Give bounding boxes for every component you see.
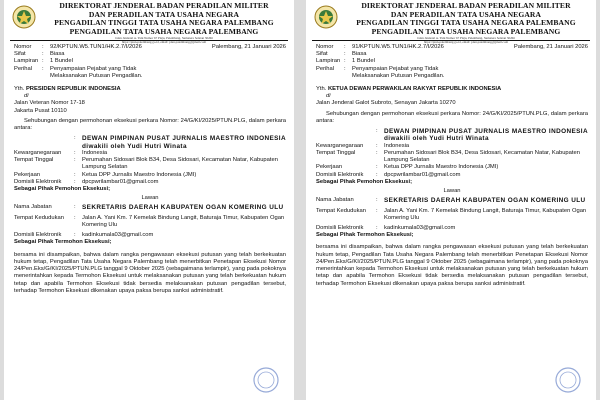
- intro-paragraph: Sehubungan dengan permohonan eksekusi perkara Nomor: 24/G/KI/2025/PTUN.PLG, dalam perkara antara:: [316, 110, 588, 124]
- nomor-label: Nomor: [316, 44, 334, 50]
- colon: :: [376, 150, 378, 157]
- colon: :: [74, 150, 76, 157]
- tempat-tinggal-value: Perumahan Sidosari Blok B34, Desa Sidosari, Kecamatan Natar, Kabupaten Lampung Selatan: [384, 150, 580, 164]
- tempat-tinggal-label: Tempat Tinggal: [14, 157, 54, 164]
- colon: :: [376, 225, 378, 232]
- perihal-value: Penyampaian Pejabat yang Tidak Melaksanakan Putusan Pengadilan.: [50, 65, 143, 79]
- termohon-role: Sebagai Pihak Termohon Eksekusi;: [14, 239, 112, 246]
- kewarganegaraan-value: Indonesia: [384, 142, 410, 149]
- letterhead-address: Jalan Jenderal A. Yani Nomor 67 Plaju, Palembang, Sumatera Selatan 30266: [115, 36, 213, 41]
- domisili-label: Domisili Elektronik: [14, 232, 62, 239]
- colon: :: [42, 65, 44, 72]
- colon: :: [74, 135, 76, 142]
- colon: :: [344, 58, 346, 65]
- colon: :: [376, 197, 378, 204]
- lawan-label: Lawan: [141, 195, 159, 202]
- letterhead-line-3: PENGADILAN TINGGI TATA USAHA NEGARA PALEMBANG: [54, 18, 274, 28]
- tempat-tinggal-value: Perumahan Sidosari Blok B34, Desa Sidosari, Kecamatan Natar, Kabupaten Lampung Selatan: [82, 157, 278, 171]
- lampiran-value: 1 Bundel: [50, 58, 73, 65]
- pemohon-role: Sebagai Pihak Pemohon Eksekusi;: [316, 178, 413, 185]
- letter-body: [316, 44, 588, 288]
- letterhead: [10, 0, 288, 45]
- closing-paragraph: bersama ini disampaikan, bahwa dalam rangka pengawasan eksekusi putusan yang telah berkekuatan hukum tetap, Pengadilan Tata Usaha Negara Palembang telah menerbitkan Penetapan Eksekusi Nomor 24/Pen.Eks/G/KI/2025/PTUN.PLG tanggal 9 Oktober 2025 (sebagaimana terlampir), yang pada pokoknya menerintahkan kepada Termohon Eksekusi untuk melaksanakan putusan yang telah berkekuatan hukum tetap dan apabila Termohon Eksekusi tidak bersedia melaksanakan putusan pengadilan tersebut, terhadap Termohon Eksekusi dikenakan upaya paksa berupa sanksi administratif.: [316, 244, 588, 287]
- kewarganegaraan-label: Kewarganegaraan: [14, 150, 62, 157]
- letter-page-left: [4, 0, 294, 400]
- termohon-name: SEKRETARIS DAERAH KABUPATEN OGAN KOMERING ULU: [82, 204, 284, 212]
- nama-jabatan-label: Nama Jabatan: [316, 197, 354, 204]
- tempat-kedudukan-label: Tempat Kedudukan: [316, 207, 366, 214]
- letterhead-line-4: PENGADILAN TATA USAHA NEGARA PALEMBANG: [69, 26, 259, 36]
- intro-paragraph: Sehubungan dengan permohonan eksekusi perkara Nomor: 24/G/KI/2025/PTUN.PLG, dalam perkara antara:: [14, 117, 286, 132]
- pekerjaan-value: Ketua DPP Jurnalis Maestro Indonesia (JMI): [82, 171, 197, 178]
- court-emblem-icon: [12, 5, 36, 29]
- lampiran-value: 1 Bundel: [352, 58, 375, 65]
- letterhead-line-2: DAN PERADILAN TATA USAHA NEGARA: [88, 9, 240, 19]
- domisili-label: Domisili Elektronik: [316, 225, 364, 232]
- letterhead-line-3: PENGADILAN TINGGI TATA USAHA NEGARA PALEMBANG: [356, 18, 576, 28]
- yth-label: Yth.: [14, 86, 25, 93]
- perihal-value: Penyampaian Pejabat yang Tidak Melaksanakan Putusan Pengadilan.: [352, 65, 445, 79]
- termohon-name: SEKRETARIS DAERAH KABUPATEN OGAN KOMERING ULU: [384, 197, 586, 205]
- letter-date: Palembang, 21 Januari 2026: [211, 44, 286, 50]
- lampiran-label: Lampiran: [316, 58, 341, 65]
- letterhead-contact: https://ptun-palembang.go.id, email: ptun.palembang@gmail.com: [423, 40, 509, 45]
- letterhead-contact: https://ptun-palembang.go.id, email: ptun.palembang@gmail.com: [121, 40, 207, 45]
- recipient-address-2: Jakarta Pusat 10110: [14, 107, 67, 114]
- colon: :: [376, 171, 378, 178]
- domisili-label: Domisili Elektronik: [316, 171, 364, 178]
- colon: :: [344, 51, 346, 58]
- tempat-kedudukan-value: Jalan A. Yani Km. 7 Kemelak Bindung Langit, Baturaja Timur, Kabupaten Ogan Komering Ulu: [384, 207, 587, 221]
- sifat-label: Sifat: [316, 51, 328, 58]
- colon: :: [74, 232, 76, 239]
- colon: :: [376, 142, 378, 149]
- perihal-label: Perihal: [316, 65, 335, 72]
- letter-date: Palembang, 21 Januari 2026: [513, 44, 588, 50]
- colon: :: [42, 44, 44, 50]
- lampiran-label: Lampiran: [14, 58, 39, 65]
- pemohon-name: DEWAN PIMPINAN PUSAT JURNALIS MAESTRO INDONESIA diwakili oleh Yudi Hutri Winata: [384, 128, 588, 143]
- colon: :: [42, 51, 44, 58]
- nama-jabatan-label: Nama Jabatan: [14, 204, 52, 211]
- letter-page-right: [306, 0, 596, 400]
- letter-body: [14, 44, 286, 295]
- tempat-tinggal-label: Tempat Tinggal: [316, 150, 356, 157]
- colon: :: [74, 214, 76, 221]
- domisili-pemohon: dpcpwrilambar01@gmail.com: [82, 178, 159, 185]
- letterhead-address: Jalan Jenderal A. Yani Nomor 67 Plaju, Palembang, Sumatera Selatan 30266: [417, 36, 515, 41]
- domisili-label: Domisili Elektronik: [14, 178, 62, 185]
- domisili-termohon: kadinkumala03@gmail.com: [384, 225, 456, 232]
- letter-number: 92/KPTUN.W5.TUN1/HK.2.7/I/2026: [50, 44, 142, 50]
- letterhead: [312, 0, 590, 45]
- kewarganegaraan-value: Indonesia: [82, 150, 108, 157]
- colon: :: [74, 157, 76, 164]
- court-emblem-icon: [314, 5, 338, 29]
- pekerjaan-label: Pekerjaan: [14, 171, 41, 178]
- pemohon-role: Sebagai Pihak Pemohon Eksekusi;: [14, 186, 111, 193]
- yth-label: Yth.: [316, 86, 327, 93]
- colon: :: [42, 58, 44, 65]
- colon: :: [376, 207, 378, 214]
- colon: :: [344, 44, 346, 50]
- sifat-value: Biasa: [50, 51, 65, 58]
- termohon-role: Sebagai Pihak Termohon Eksekusi;: [316, 232, 414, 239]
- colon: :: [74, 204, 76, 211]
- letterhead-line-1: DIREKTORAT JENDERAL BADAN PERADILAN MILITER: [59, 1, 269, 10]
- official-seal-icon: [252, 366, 280, 394]
- recipient: PRESIDEN REPUBLIK INDONESIA: [25, 86, 121, 93]
- di-label: di: [24, 93, 29, 100]
- closing-paragraph: bersama ini disampaikan, bahwa dalam rangka pengawasan eksekusi putusan yang telah berkekuatan hukum tetap, Pengadilan Tata Usaha Negara Palembang telah menerbitkan Penetapan Eksekusi Nomor 24/Pen.Eks/G/KI/2025/PTUN.PLG tanggal 9 Oktober 2025 (sebagaimana terlampir), yang pada pokoknya menerintahkan kepada Termohon Eksekusi untuk melaksanakan putusan yang telah berkekuatan hukum tetap dan apabila Termohon Eksekusi tidak bersedia melaksanakan putusan pengadilan tersebut, terhadap Termohon Eksekusi dikenakan upaya paksa berupa sanksi administratif.: [14, 251, 286, 294]
- recipient: KETUA DEWAN PERWAKILAN RAKYAT REPUBLIK INDONESIA: [327, 86, 502, 93]
- colon: :: [376, 128, 378, 135]
- tempat-kedudukan-value: Jalan A. Yani Km. 7 Kemelak Bindung Langit, Baturaja Timur, Kabupaten Ogan Komering Ulu: [82, 214, 285, 229]
- pekerjaan-label: Pekerjaan: [316, 164, 343, 171]
- letter-number: 91/KPTUN.W5.TUN1/HK.2.7/I/2026: [352, 44, 444, 50]
- sifat-value: Biasa: [352, 51, 367, 58]
- colon: :: [74, 178, 76, 185]
- nomor-label: Nomor: [14, 44, 32, 50]
- di-label: di: [326, 93, 331, 100]
- recipient-address-1: Jalan Jenderal Galot Subroto, Senayan Jakarta 10270: [316, 100, 456, 107]
- letterhead-line-1: DIREKTORAT JENDERAL BADAN PERADILAN MILITER: [361, 1, 571, 10]
- recipient-address-1: Jalan Veteran Nomor 17-18: [14, 100, 85, 107]
- colon: :: [74, 171, 76, 178]
- domisili-pemohon: dpcpwrilambar01@gmail.com: [384, 171, 461, 178]
- pekerjaan-value: Ketua DPP Jurnalis Maestro Indonesia (JMI): [384, 164, 499, 171]
- letterhead-line-2: DAN PERADILAN TATA USAHA NEGARA: [390, 9, 542, 19]
- domisili-termohon: kadinkumala03@gmail.com: [82, 232, 154, 239]
- colon: :: [344, 65, 346, 72]
- kewarganegaraan-label: Kewarganegaraan: [316, 142, 364, 149]
- tempat-kedudukan-label: Tempat Kedudukan: [14, 214, 64, 221]
- pemohon-name: DEWAN PIMPINAN PUSAT JURNALIS MAESTRO INDONESIA diwakili oleh Yudi Hutri Winata: [82, 135, 286, 150]
- perihal-label: Perihal: [14, 65, 33, 72]
- lawan-label: Lawan: [443, 188, 461, 195]
- sifat-label: Sifat: [14, 51, 26, 58]
- colon: :: [376, 164, 378, 171]
- letterhead-line-4: PENGADILAN TATA USAHA NEGARA PALEMBANG: [371, 26, 561, 36]
- official-seal-icon: [554, 366, 582, 394]
